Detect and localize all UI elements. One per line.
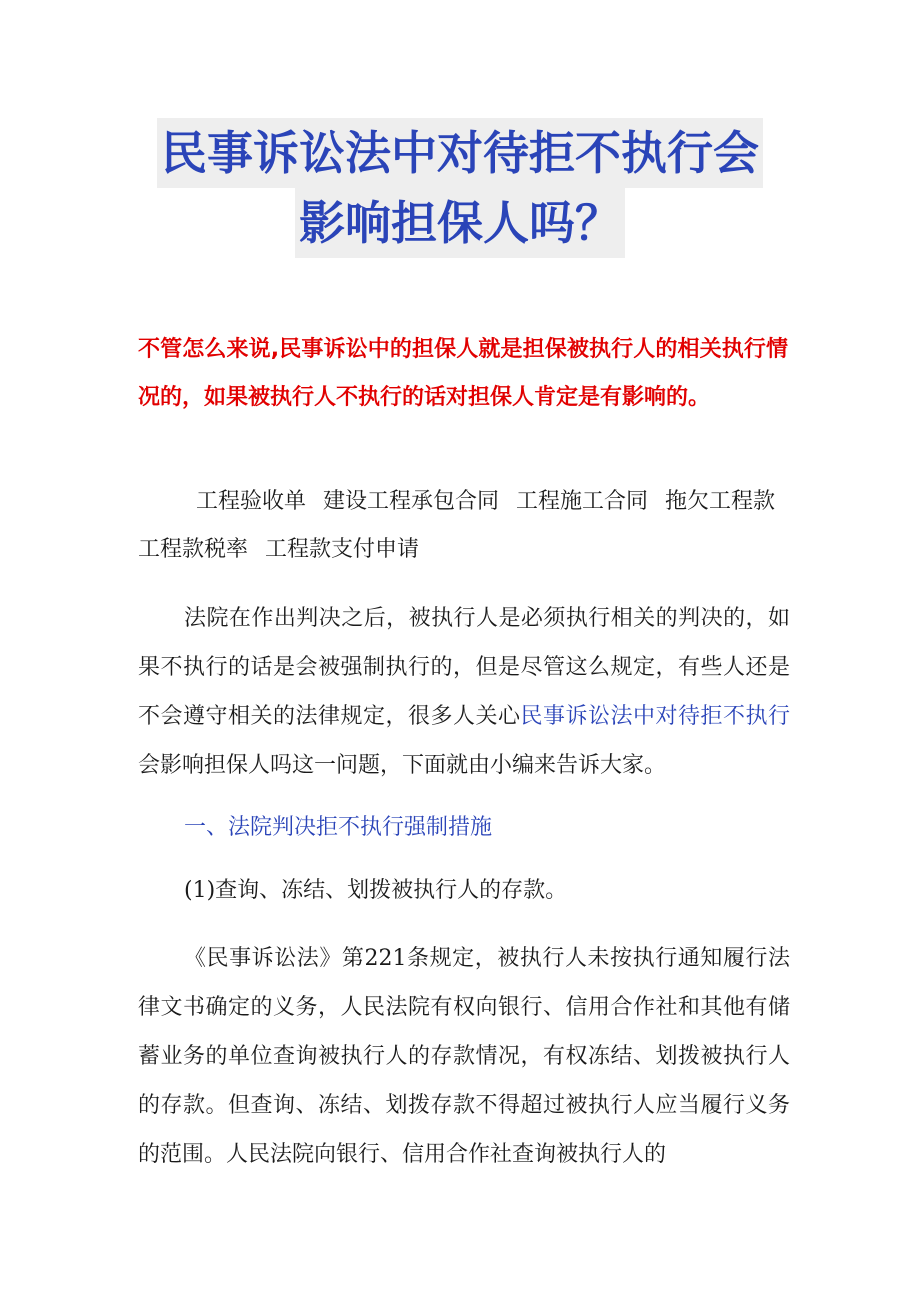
tag-link[interactable]: 工程款税率 xyxy=(138,537,249,562)
tag-link[interactable]: 建设工程承包合同 xyxy=(323,489,500,514)
body-paragraph: 《民事诉讼法》第221条规定，被执行人未按执行通知履行法律文书确定的义务，人民法院有权向银行、信用合作社和其他有储蓄业务的单位查询被执行人的存款情况，有权冻结、划拨被执行人的存款。但查询、冻结、划拨存款不得超过被执行人应当履行义务的范围。人民法院向银行、信用合作社查询被执行人的 xyxy=(138,946,790,1167)
list-item: (1)查询、冻结、划拨被执行人的存款。 xyxy=(184,878,568,903)
tag-link[interactable]: 拖欠工程款 xyxy=(665,489,776,514)
section-heading: 一、法院判决拒不执行强制措施 xyxy=(184,815,493,840)
tag-link[interactable]: 工程验收单 xyxy=(196,489,307,514)
title-line-1: 民事诉讼法中对待拒不执行会 xyxy=(157,118,763,188)
tag-list xyxy=(138,478,798,574)
tag-link[interactable]: 工程款支付申请 xyxy=(265,537,420,562)
summary-text: 不管怎么来说,民事诉讼中的担保人就是担保被执行人的相关执行情况的，如果被执行人不执行的话对担保人肯定是有影响的。 xyxy=(138,337,788,410)
title-line-2: 影响担保人吗？ xyxy=(295,188,625,258)
keyword-link[interactable]: 民事诉讼法中对待拒不执行 xyxy=(520,704,790,729)
document-title xyxy=(0,118,920,258)
intro-text-after: 会影响担保人吗这一问题，下面就由小编来告诉大家。 xyxy=(138,753,667,778)
intro-text-before: 法院在作出判决之后，被执行人是必须执行相关的判决的，如果不执行的话是会被强制执行的，但是尽管这么规定，有些人还是不会遵守相关的法律规定，很多人关心 xyxy=(138,606,790,729)
intro-paragraph xyxy=(138,594,790,790)
tag-link[interactable]: 工程施工合同 xyxy=(516,489,649,514)
